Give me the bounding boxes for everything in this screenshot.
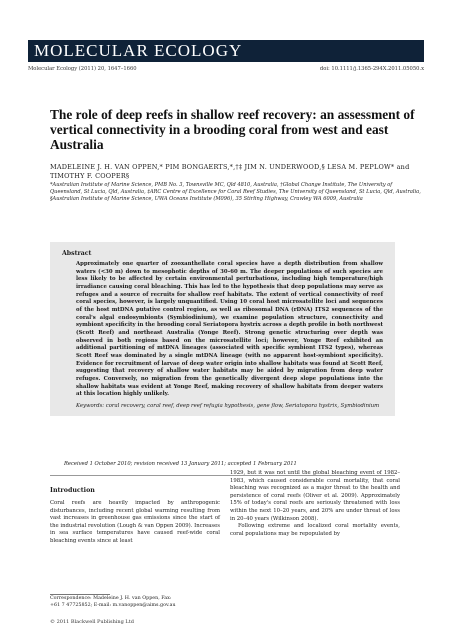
introduction-paragraph-left: Coral reefs are heavily impacted by anthropogenic disturbances, including recent global warming resulting from vast increases in greenhouse gas emissions since the start of the industrial revolution (Lough & van Oppen 2009). Increases in sea surface temperatures have caused reef-wide coral bleaching events since at least xyxy=(50,500,220,544)
left-column xyxy=(50,487,220,546)
introduction-paragraph-right-1: 1929, but it was not until the global bleaching event of 1982–1983, which caused considerable coral mortality, that coral bleaching was recognized as a major threat to the health and persistence of coral reefs (Oliver et al. 2009). Approximately 15% of today's coral reefs are seriously threatened with loss within the next 10–20 years, and 20% are under threat of loss in 20–40 years (Wilkinson 2008). xyxy=(230,470,400,522)
author-list: MADELEINE J. H. VAN OPPEN,* PIM BONGAERTS,*,†‡ JIM N. UNDERWOOD,§ LESA M. PEPLOW* and TIMOTHY F. COOPER§ xyxy=(50,163,410,180)
introduction-heading: Introduction xyxy=(50,487,95,494)
article-title: The role of deep reefs in shallow reef recovery: an assessment of vertical connectivity in a brooding coral from west and east Australia xyxy=(50,107,415,152)
correspondence-line-2[interactable]: +61 7 47725852; E-mail: m.vanoppen@aims.gov.au xyxy=(50,602,176,608)
journal-citation: Molecular Ecology (2011) 20, 1647–1660 xyxy=(28,66,137,72)
received-dates: Received 1 October 2010; revision received 13 January 2011; accepted 1 February 2011 xyxy=(64,461,297,467)
right-column xyxy=(230,470,400,538)
footnote-divider xyxy=(50,594,110,595)
abstract-box xyxy=(50,242,395,416)
abstract-heading: Abstract xyxy=(62,250,92,257)
affiliations: *Australian Institute of Marine Science, PMB No. 3, Townsville MC, Qld 4810, Australia, †Global Change Institute, The University of Queensland, St Lucia, Qld, Australia, ‡ARC Centre of Excellence for Coral Reef Studies, The University of Queensland, St Lucia, Qld, Australia, §Australian Institute of Marine Science, UWA Oceans Institute (M096), 35 Stirling Highway, Crawley WA 6009, Australia xyxy=(50,182,421,202)
introduction-paragraph-right-2: Following extreme and localized coral mortality events, coral populations may be repopulated by xyxy=(230,523,400,537)
running-header xyxy=(28,66,424,72)
keywords: Keywords: coral recovery, coral reef, deep reef refugia hypothesis, gene flow, Seriatopora hystrix, Symbiodinium xyxy=(76,402,380,409)
correspondence-line-1: Correspondence: Madeleine J. H. van Oppen, Fax: xyxy=(50,596,172,601)
copyright-notice: © 2011 Blackwell Publishing Ltd xyxy=(50,619,134,625)
correspondence xyxy=(50,596,215,609)
abstract-body: Approximately one quarter of zooxanthellate coral species have a depth distribution from shallow waters (<30 m) down to mesophotic depths of 30–60 m. The deeper populations of such species are less likely to be affected by certain environmental perturbations, including high temperature/high irradiance causing coral bleaching. This has led to the hypothesis that deep populations may serve as refuges and a source of recruits for shallow reef habitats. The extent of vertical connectivity of reef coral species, however, is largely unquantified. Using 10 coral host microsatellite loci and sequences of the host mtDNA putative control region, as well as ribosomal DNA (rDNA) ITS2 sequences of the coral's algal endosymbionts (Symbiodinium), we examine population structure, connectivity and symbiont specificity in the brooding coral Seriatopora hystrix across a depth profile in both northwest (Scott Reef) and northeast Australia (Yonge Reef). Strong genetic structuring over depth was observed in both regions based on the microsatellite loci; however, Yonge Reef exhibited an additional partitioning of mtDNA lineages (associated with specific symbiont ITS2 types), whereas Scott Reef was dominated by a single mtDNA lineage (with no apparent host-symbiont specificity). Evidence for recruitment of larvae of deep water origin into shallow habitats was found at Scott Reef, suggesting that recovery of shallow water habitats may be aided by migration from deep water refuges. Conversely, no migration from the genetically divergent deep slope populations into the shallow habitats was evident at Yonge Reef, making recovery of shallow habitats from deeper waters at this location highly unlikely. xyxy=(76,261,383,398)
journal-banner: MOLECULAR ECOLOGY xyxy=(28,40,424,62)
doi-link[interactable]: doi: 10.1111/j.1365-294X.2011.05050.x xyxy=(319,66,424,72)
